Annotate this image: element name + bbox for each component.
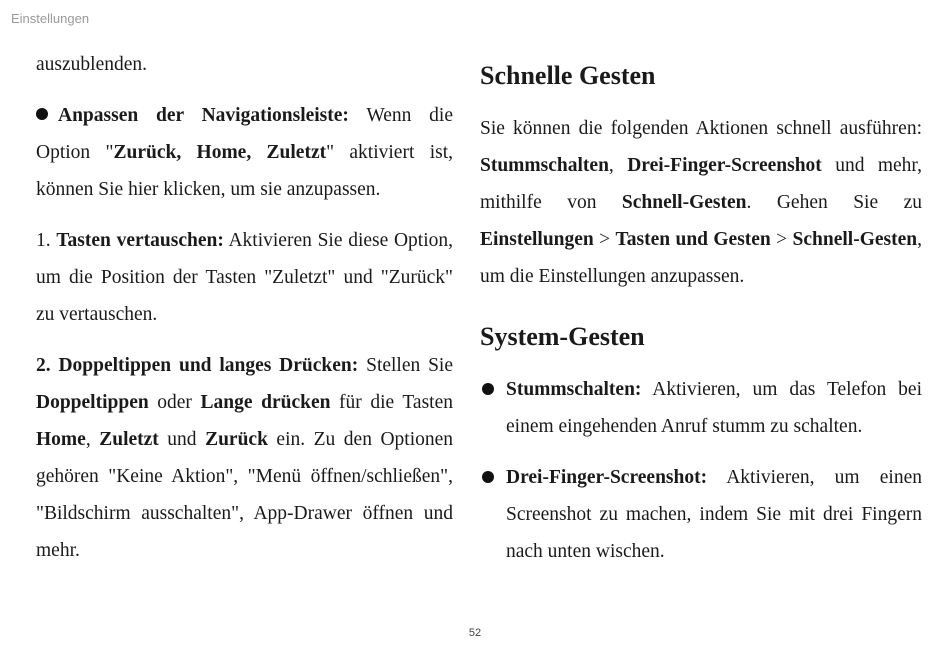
bullet-mute [480,371,922,445]
bullet-navigation-bar [36,97,453,208]
text-run: und [158,429,206,450]
text-run: " aktiviert ist, können Sie hier klicken, um sie anzupassen. [36,142,453,200]
bold-term: Zurück, Home, Zuletzt [113,142,327,163]
bold-term: Schnell-Gesten [621,192,747,213]
text-run: , [608,155,628,176]
paragraph-continuation: auszublenden. [36,54,148,75]
section-heading-quick-gestures: Schnelle Gesten [480,61,656,90]
item-double-tap [36,347,453,569]
item-number: 1. [36,230,57,251]
bold-term: Anpassen der Navigationsleiste: [58,105,349,126]
page-number: 52 [468,627,482,639]
paragraph-quick-gestures [480,110,922,295]
text-run: Stellen Sie [358,355,453,376]
right-column [480,56,922,570]
bullet-three-finger-screenshot [480,459,922,570]
bold-term: Zurück [205,429,268,450]
text-run: ein. Zu den Optionen gehören "Keine Aktion", "Menü öffnen/schließen", "Bildschirm ausschalten", App-Drawer öffnen und mehr. [36,429,454,561]
text-run: und mehr, mithilfe von [480,155,922,213]
text-run: für die Tasten [330,392,454,413]
left-column [36,46,453,569]
bold-term: Lange drücken [200,392,331,413]
bold-term: Schnell-Gesten [792,229,918,250]
text-run: Aktivieren, um das Telefon bei einem eingehenden Anruf stumm zu schalten. [506,379,922,437]
bold-term: Doppeltippen [36,392,149,413]
bold-term: Einstellungen [480,229,594,250]
text-run: , um die Einstellungen anzupassen. [480,229,922,287]
bold-term: Stummschalten [480,155,609,176]
section-heading-system-gestures: System-Gesten [480,322,645,351]
bullet-dot-icon [482,471,494,483]
text-run: > [770,229,793,250]
bullet-dot-icon [36,108,48,120]
bold-term: Zuletzt [99,429,159,450]
text-run: oder [148,392,201,413]
text-run: Aktivieren, um einen Screenshot zu machen, indem Sie mit drei Fingern nach unten wischen. [506,467,922,562]
text-run: Wenn die Option " [36,105,453,163]
bullet-dot-icon [482,383,494,395]
page-header-title: Einstellungen [11,11,90,26]
text-run: > [593,229,616,250]
text-run: , [85,429,100,450]
item-swap-keys [36,222,453,333]
text-run: . Gehen Sie zu [746,192,922,213]
bold-term: 2. Doppeltippen und langes Drücken: [36,355,359,376]
bold-term: Tasten vertauschen: [56,230,224,251]
bold-term: Tasten und Gesten [615,229,771,250]
bold-term: Drei-Finger-Screenshot [627,155,822,176]
bold-term: Drei-Finger-Screenshot: [506,467,708,488]
bold-term: Home [36,429,86,450]
text-run: Sie können die folgenden Aktionen schnell ausführen: [480,118,922,139]
text-run: Aktivieren Sie diese Option, um die Position der Tasten "Zuletzt" und "Zurück" zu vertauschen. [36,230,454,325]
bold-term: Stummschalten: [506,379,642,400]
